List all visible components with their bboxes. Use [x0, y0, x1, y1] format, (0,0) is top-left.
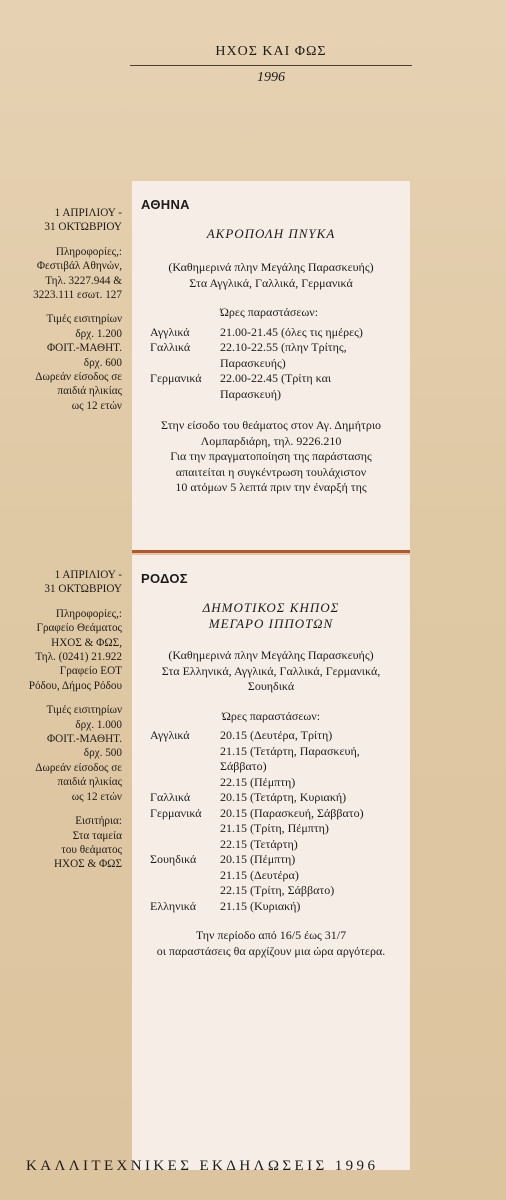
schedule-language: Γαλλικά	[150, 790, 191, 804]
schedule-row	[150, 806, 410, 853]
schedule-row	[150, 340, 410, 371]
sidebar-line: Δωρεάν είσοδος σε	[35, 371, 122, 384]
schedule-row	[150, 728, 410, 790]
schedule-row	[150, 852, 410, 899]
sidebar-line: παιδιά ηλικίας	[57, 385, 122, 398]
sidebar-line: Ρόδου, Δήμος Ρόδου	[28, 679, 122, 692]
sidebar-line: 1 ΑΠΡΙΛΙΟΥ -	[54, 207, 122, 219]
sidebar-line: ως 12 ετών	[71, 790, 122, 803]
hours-label: Ώρες παραστάσεων:	[220, 305, 319, 319]
schedule-language: Αγγλικά	[150, 324, 190, 339]
notes-line: Την περίοδο από 16/5 έως 31/7	[195, 928, 347, 942]
schedule-language: Γερμανικά	[150, 805, 202, 820]
schedule-row	[150, 790, 410, 806]
schedule-time: 21.15 (Τρίτη, Πέμπτη)	[220, 821, 329, 835]
page-title: ΗΧΟΣ ΚΑΙ ΦΩΣ	[215, 44, 327, 59]
notes-line: οι παραστάσεις θα αρχίζουν μια ώρα αργότερα.	[156, 943, 386, 958]
intro-line: (Καθημερινά πλην Μεγάλης Παρασκευής)	[168, 260, 374, 274]
athens-sidebar	[8, 206, 122, 423]
schedule-time: 21.00-21.45 (όλες τις ημέρες)	[220, 324, 363, 339]
rhodes-panel	[132, 555, 410, 1170]
sidebar-line: δρχ. 600	[83, 356, 122, 369]
sidebar-line: Γραφείο Θεάματος	[36, 622, 122, 635]
venue-line: ΔΗΜΟΤΙΚΟΣ ΚΗΠΟΣ	[202, 600, 340, 615]
sidebar-line: δρχ. 1.000	[75, 718, 122, 731]
schedule-time: Παρασκευή)	[220, 386, 281, 401]
rhodes-prices	[8, 703, 122, 804]
sidebar-line: Δωρεάν είσοδος σε	[35, 761, 122, 774]
sidebar-line: ΗΧΟΣ & ΦΩΣ	[53, 858, 122, 871]
page-year: 1996	[257, 70, 285, 85]
sidebar-line: Τιμές εισιτηρίων	[46, 313, 122, 326]
athens-dates	[8, 206, 122, 235]
sidebar-line: 31 ΟΚΤΩΒΡΙΟΥ	[44, 583, 122, 596]
notes-text	[132, 418, 410, 496]
schedule-time: 20.15 (Παρασκευή, Σάββατο)	[220, 805, 364, 820]
sidebar-line: δρχ. 500	[83, 747, 122, 760]
schedule-language: Γερμανικά	[150, 371, 202, 385]
notes-line: 10 ατόμων 5 λεπτά πριν την έναρξή της	[175, 480, 367, 494]
intro-line: (Καθημερινά πλην Μεγάλης Παρασκευής)	[168, 648, 374, 662]
notes-line: απαιτείται η συγκέντρωση τουλάχιστον	[175, 464, 367, 479]
intro-line: Σουηδικά	[247, 679, 295, 693]
sidebar-line: 3223.111 εσωτ. 127	[33, 289, 122, 302]
page-footer: ΚΑΛΛΙΤΕΧΝΙΚΕΣ ΕΚΔΗΛΩΣΕΙΣ 1996	[26, 1158, 379, 1174]
athens-panel	[132, 181, 410, 551]
schedule-row	[150, 899, 410, 915]
schedule-language: Ελληνικά	[150, 898, 197, 913]
header-rule	[130, 65, 412, 66]
sidebar-line: παιδιά ηλικίας	[57, 776, 122, 789]
athens-prices	[8, 312, 122, 413]
schedule-time: 22.15 (Τρίτη, Σάββατο)	[220, 883, 335, 897]
sidebar-line: 1 ΑΠΡΙΛΙΟΥ -	[54, 569, 122, 581]
sidebar-line: Στα ταμεία	[72, 829, 122, 842]
schedule-language: Αγγλικά	[150, 728, 190, 742]
schedule-language: Γαλλικά	[150, 340, 191, 354]
sidebar-line: του θεάματος	[61, 843, 122, 856]
sidebar-line: ως 12 ετών	[71, 399, 122, 412]
sidebar-line: Γραφείο ΕΟΤ	[59, 665, 122, 678]
schedule-row	[150, 371, 410, 402]
intro-line: Στα Αγγλικά, Γαλλικά, Γερμανικά	[189, 275, 353, 290]
venue-title	[132, 226, 410, 242]
page-header	[130, 44, 412, 86]
schedule-row	[150, 325, 410, 341]
intro-line: Στα Ελληνικά, Αγγλικά, Γαλλικά, Γερμανικά,	[161, 663, 381, 678]
sidebar-line: δρχ. 1.200	[75, 327, 122, 340]
sidebar-line: ΦΟΙΤ.-ΜΑΘΗΤ.	[46, 342, 122, 355]
schedule-time: 22.00-22.45 (Τρίτη και	[220, 371, 332, 385]
athens-info	[8, 245, 122, 303]
city-heading: ΑΘΗΝΑ	[141, 197, 190, 212]
venue-line: ΑΚΡΟΠΟΛΗ ΠΝΥΚΑ	[206, 226, 336, 241]
notes-line: Για την πραγματοποίηση της παράστασης	[170, 449, 372, 463]
sidebar-line: ΦΟΙΤ.-ΜΑΘΗΤ.	[46, 733, 122, 746]
sidebar-line: Τιμές εισιτηρίων	[46, 704, 122, 717]
schedule-time: 21.15 (Δευτέρα)	[220, 867, 299, 882]
sidebar-line: ΗΧΟΣ & ΦΩΣ,	[51, 636, 122, 649]
sidebar-line: Τηλ. 3227.944 &	[45, 274, 122, 287]
schedule-time: Παρασκευής)	[220, 355, 286, 370]
schedule-time: 22.10-22.55 (πλην Τρίτης,	[220, 340, 347, 354]
hours-label: Ώρες παραστάσεων:	[222, 708, 321, 723]
schedule-time: 21.15 (Κυριακή)	[220, 898, 301, 913]
rhodes-dates	[8, 568, 122, 597]
schedule	[132, 728, 410, 914]
section-divider	[132, 550, 410, 553]
schedule-language: Σουηδικά	[150, 852, 197, 866]
sidebar-line: Τηλ. (0241) 21.922	[35, 651, 122, 664]
schedule-time: 21.15 (Τετάρτη, Παρασκευή,	[220, 743, 360, 758]
schedule-time: 22.15 (Τετάρτη)	[220, 836, 298, 851]
sidebar-line: Εισιτήρια:	[75, 815, 122, 828]
schedule-time: 20.15 (Τετάρτη, Κυριακή)	[220, 790, 347, 804]
sidebar-line: Πληροφορίες,:	[55, 607, 122, 620]
notes-line: Στην είσοδο του θεάματος στον Αγ. Δημήτριο	[160, 418, 382, 432]
intro-text	[132, 260, 410, 291]
intro-text	[132, 648, 410, 695]
schedule-time: 20.15 (Πέμπτη)	[220, 852, 296, 866]
city-heading: ΡΟΔΟΣ	[141, 571, 188, 586]
schedule-time: 20.15 (Δευτέρα, Τρίτη)	[220, 728, 333, 742]
rhodes-info	[8, 607, 122, 693]
rhodes-tickets	[8, 814, 122, 872]
schedule	[132, 325, 410, 403]
notes-text	[132, 928, 410, 959]
sidebar-line: Φεστιβάλ Αθηνών,	[36, 260, 122, 273]
schedule-time: Σάββατο)	[220, 759, 267, 773]
venue-title	[132, 600, 410, 632]
sidebar-line: Πληροφορίες,:	[55, 245, 122, 258]
venue-line: ΜΕΓΑΡΟ ΙΠΠΟΤΩΝ	[208, 616, 334, 631]
notes-line: Λομπαρδιάρη, τηλ. 9226.210	[200, 433, 342, 448]
sidebar-line: 31 ΟΚΤΩΒΡΙΟΥ	[44, 221, 122, 234]
rhodes-sidebar	[8, 568, 122, 882]
schedule-time: 22.15 (Πέμπτη)	[220, 774, 296, 789]
